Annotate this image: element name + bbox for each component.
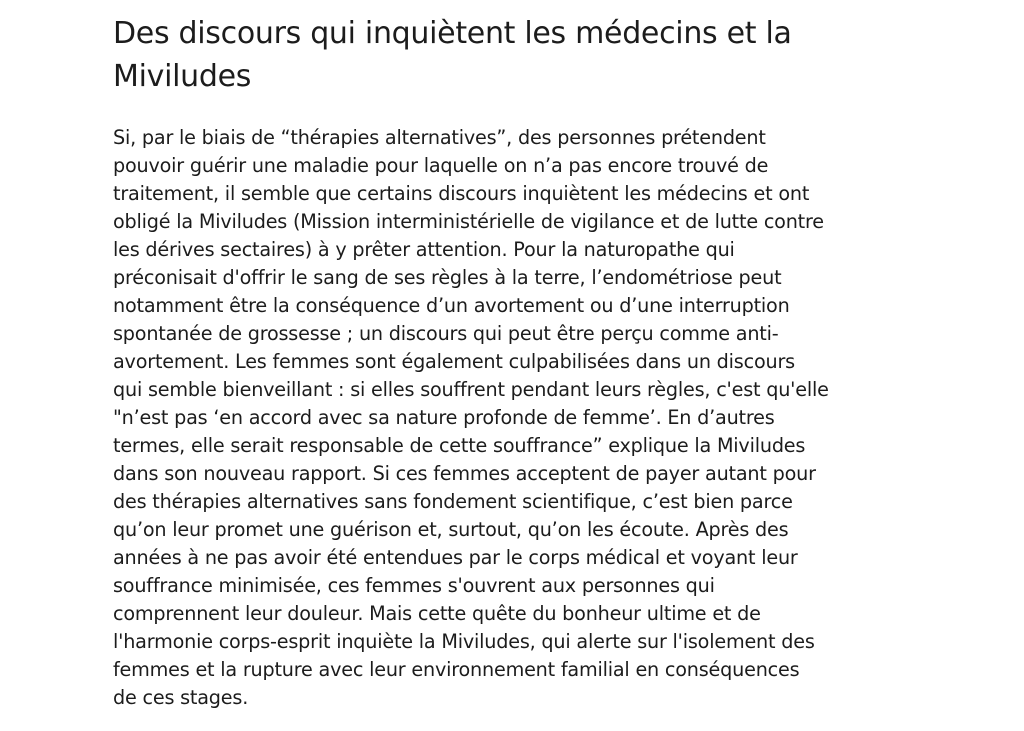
paragraph-line: qu’on leur promet une guérison et, surtout, qu’on les écoute. Après des <box>113 518 789 541</box>
paragraph-line: avortement. Les femmes sont également culpabilisées dans un discours <box>113 350 795 373</box>
paragraph-line: l'harmonie corps-esprit inquiète la Miviludes, qui alerte sur l'isolement des <box>113 630 815 653</box>
paragraph-line: notamment être la conséquence d’un avortement ou d’une interruption <box>113 294 790 317</box>
paragraph-line: traitement, il semble que certains discours inquiètent les médecins et ont <box>113 182 810 205</box>
paragraph-line: comprennent leur douleur. Mais cette quête du bonheur ultime et de <box>113 602 761 625</box>
article <box>113 12 903 712</box>
paragraph-line: qui semble bienveillant : si elles souffrent pendant leurs règles, c'est qu'elle <box>113 378 829 401</box>
heading-line: Des discours qui inquiètent les médecins et la <box>113 16 792 51</box>
paragraph-line: spontanée de grossesse ; un discours qui peut être perçu comme anti- <box>113 322 779 345</box>
paragraph-line: Si, par le biais de “thérapies alternatives”, des personnes prétendent <box>113 126 766 149</box>
paragraph-line: obligé la Miviludes (Mission interministérielle de vigilance et de lutte contre <box>113 210 824 233</box>
article-paragraph <box>113 124 903 712</box>
paragraph-line: dans son nouveau rapport. Si ces femmes acceptent de payer autant pour <box>113 462 816 485</box>
paragraph-line: pouvoir guérir une maladie pour laquelle on n’a pas encore trouvé de <box>113 154 769 177</box>
paragraph-line: de ces stages. <box>113 686 249 709</box>
paragraph-line: "n’est pas ‘en accord avec sa nature profonde de femme’. En d’autres <box>113 406 775 429</box>
heading-line: Miviludes <box>113 59 252 94</box>
paragraph-line: des thérapies alternatives sans fondement scientifique, c’est bien parce <box>113 490 793 513</box>
article-heading <box>113 12 903 98</box>
paragraph-line: préconisait d'offrir le sang de ses règles à la terre, l’endométriose peut <box>113 266 782 289</box>
paragraph-line: années à ne pas avoir été entendues par le corps médical et voyant leur <box>113 546 798 569</box>
paragraph-line: femmes et la rupture avec leur environnement familial en conséquences <box>113 658 800 681</box>
paragraph-line: termes, elle serait responsable de cette souffrance” explique la Miviludes <box>113 434 806 457</box>
paragraph-line: les dérives sectaires) à y prêter attention. Pour la naturopathe qui <box>113 238 735 261</box>
paragraph-line: souffrance minimisée, ces femmes s'ouvrent aux personnes qui <box>113 574 715 597</box>
